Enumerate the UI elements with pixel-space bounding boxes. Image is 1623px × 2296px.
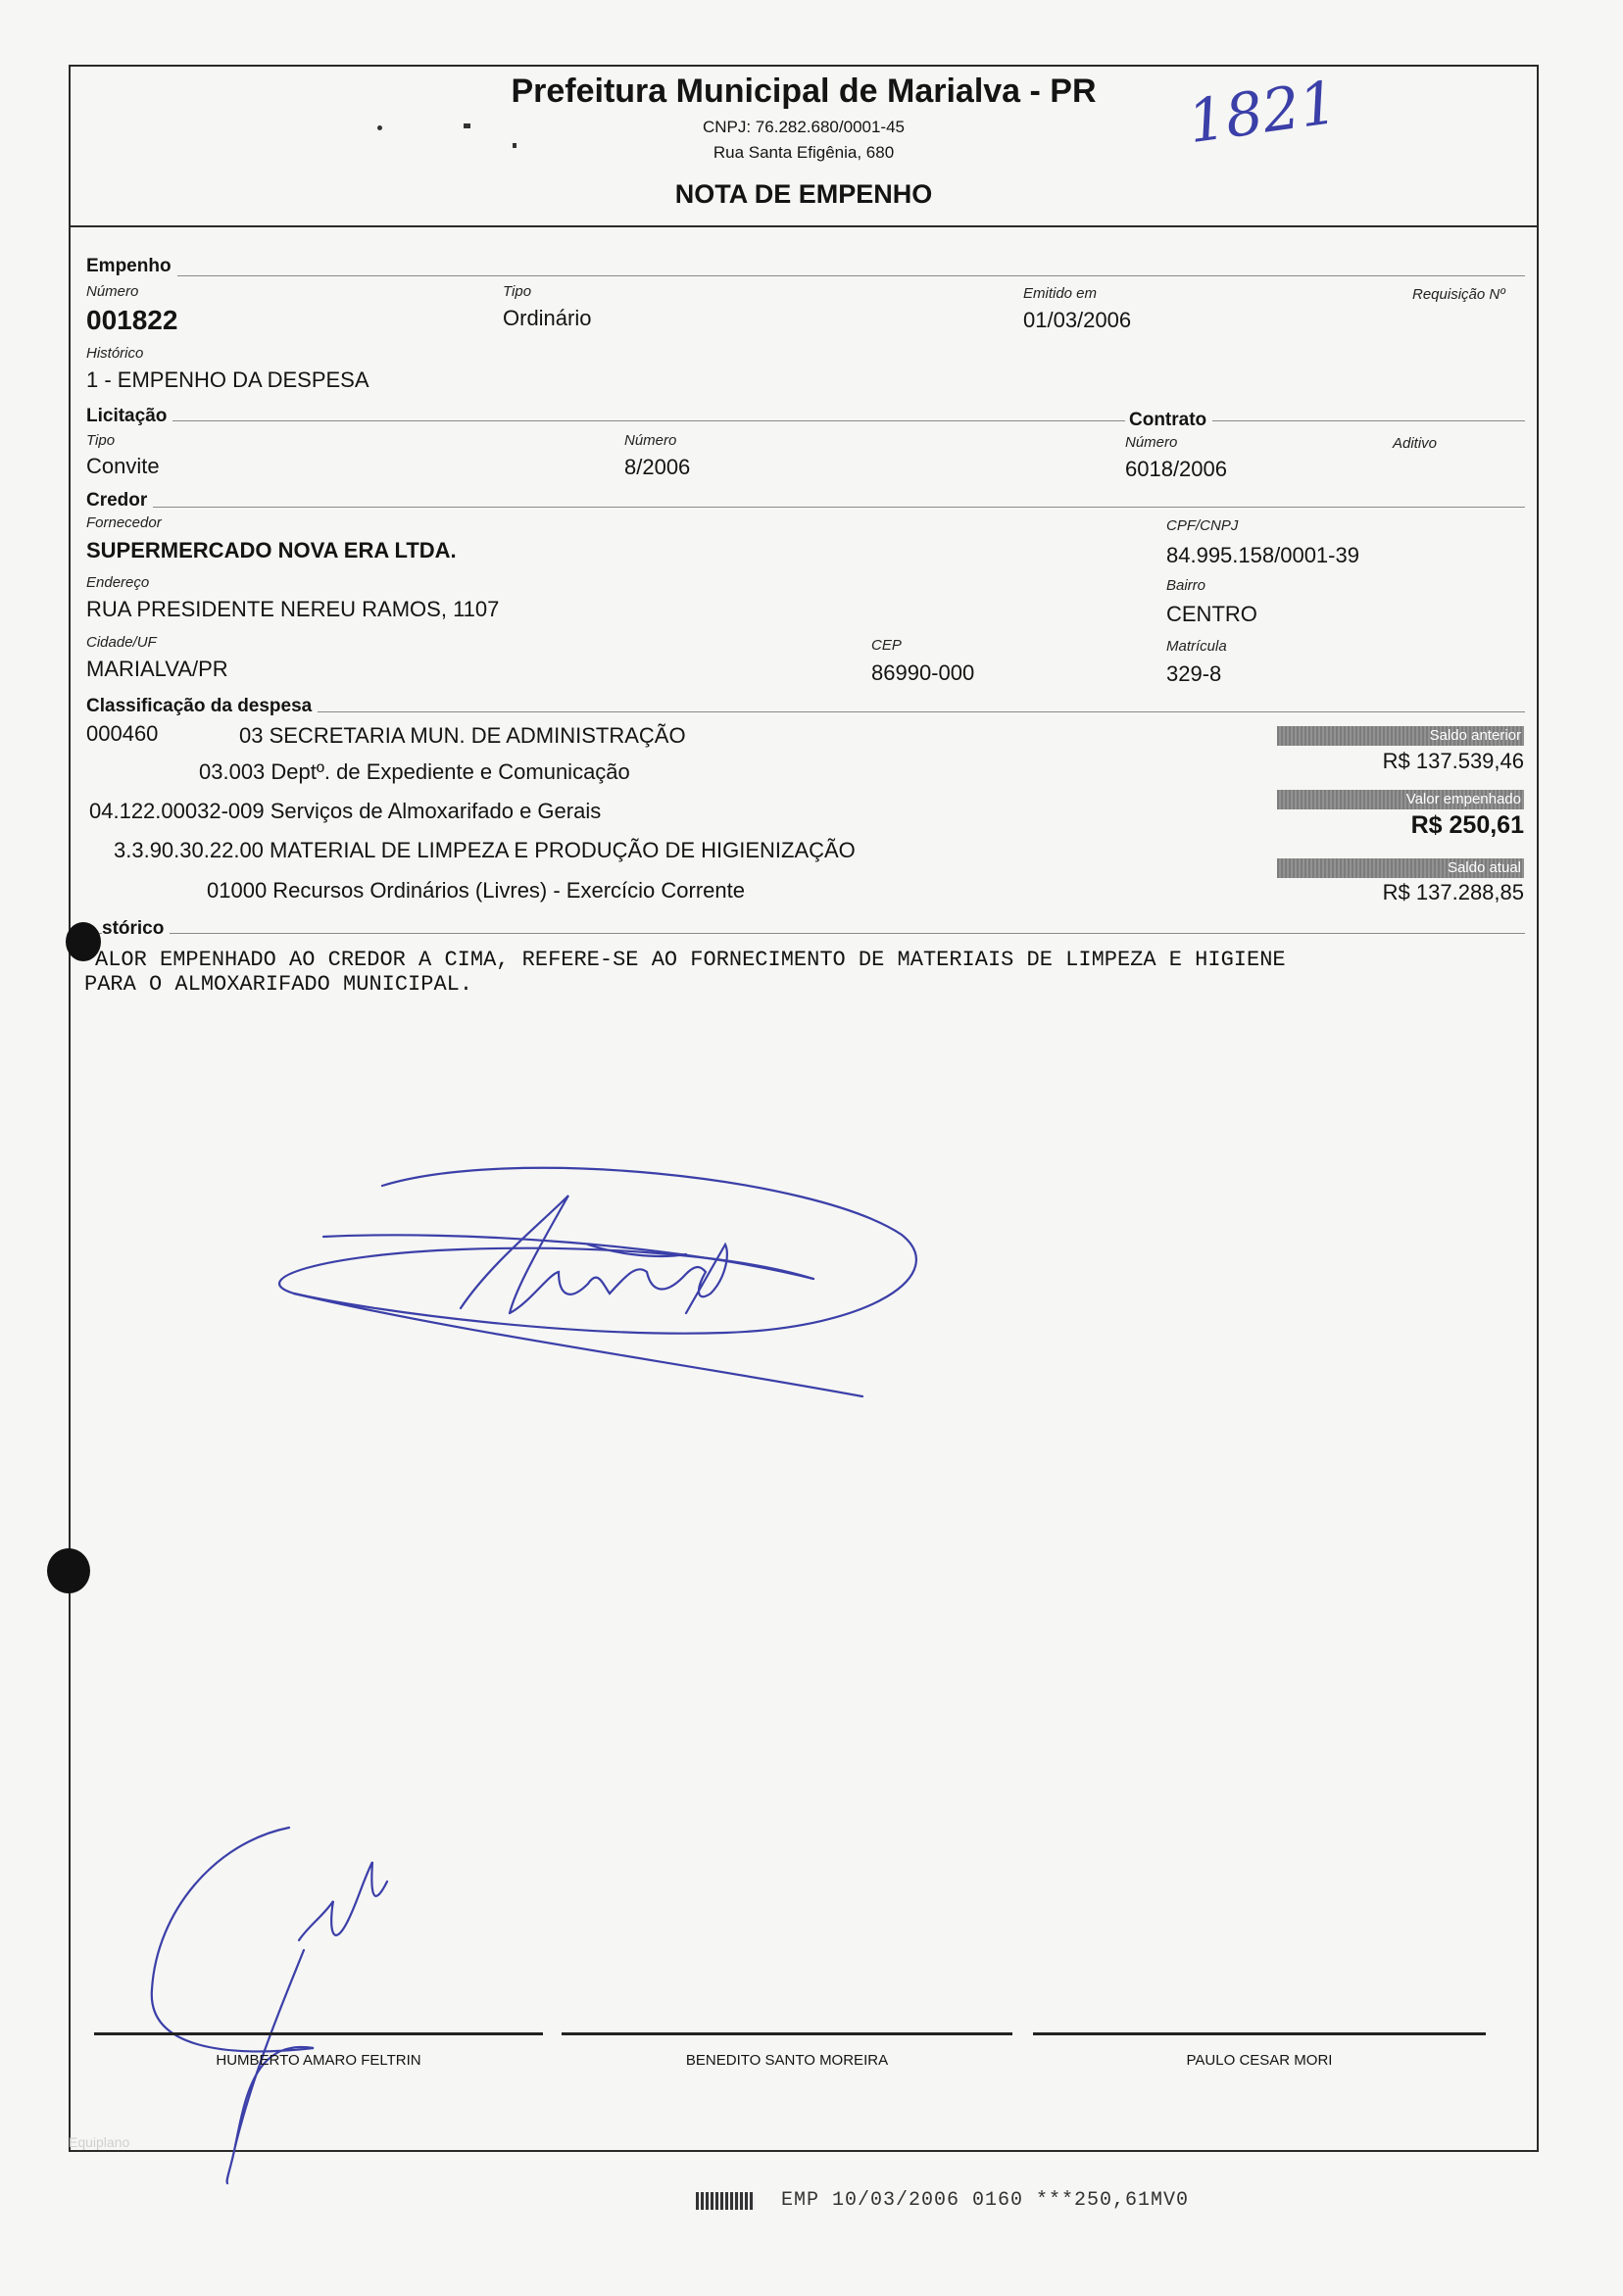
header-divider [69,225,1539,227]
classificacao-secretaria: 03 SECRETARIA MUN. DE ADMINISTRAÇÃO [239,723,686,748]
fornecedor-label: Fornecedor [86,514,162,531]
classificacao-recurso: 01000 Recursos Ordinários (Livres) - Exercício Corrente [207,878,745,903]
empenho-rule [86,275,1525,276]
historico2-line1: ALOR EMPENHADO AO CREDOR A CIMA, REFERE-SE AO FORNECIMENTO DE MATERIAIS DE LIMPEZA E HIGIENE [95,948,1286,972]
historico-label: Histórico [86,345,144,362]
signature-scribble [265,1156,931,1411]
empenho-tipo: Ordinário [503,306,592,330]
licitacao-numero-label: Número [624,432,677,449]
endereco-value: RUA PRESIDENTE NEREU RAMOS, 1107 [86,597,500,621]
contrato-numero: 6018/2006 [1125,457,1227,481]
contrato-numero-label: Número [1125,434,1178,451]
bank-authentication: EMP 10/03/2006 0160 ***250,61MV0 [781,2189,1190,2212]
section-contrato: Contrato [1125,410,1212,431]
saldo-anterior-value: R$ 137.539,46 [1382,749,1524,773]
cep-value: 86990-000 [871,660,975,685]
credor-rule [86,507,1525,508]
page-title: Prefeitura Municipal de Marialva - PR [511,73,1097,110]
signature-initials [137,1823,461,2185]
signature-name-3: PAULO CESAR MORI [1186,2052,1333,2069]
header-cnpj: CNPJ: 76.282.680/0001-45 [702,118,906,136]
section-empenho: Empenho [86,256,177,277]
cidade-label: Cidade/UF [86,634,157,651]
cep-label: CEP [871,637,902,654]
licitacao-rule [86,420,1525,421]
empenho-numero-label: Número [86,283,139,300]
section-classificacao: Classificação da despesa [86,696,318,717]
classificacao-code: 000460 [86,721,159,746]
header-address: Rua Santa Efigênia, 680 [713,143,895,162]
licitacao-tipo-label: Tipo [86,432,116,449]
section-credor: Credor [86,490,153,512]
historico2-line2: PARA O ALMOXARIFADO MUNICIPAL. [84,972,473,997]
bank-barcode-mark [696,2192,755,2210]
cpf-label: CPF/CNPJ [1166,517,1239,534]
empenho-numero: 001822 [86,305,178,335]
signature-line [94,2032,543,2035]
bairro-label: Bairro [1166,577,1206,594]
valor-empenhado-value: R$ 250,61 [1410,811,1524,839]
signature-line [562,2032,1012,2035]
endereco-label: Endereço [86,574,150,591]
cidade-value: MARIALVA/PR [86,657,228,681]
bairro-value: CENTRO [1166,602,1257,626]
signature-line [1033,2032,1486,2035]
emitido-date: 01/03/2006 [1023,308,1132,332]
classificacao-departamento: 03.003 Deptº. de Expediente e Comunicação [199,759,630,784]
valor-empenhado-label: Valor empenhado [1277,790,1524,809]
software-stamp: Equiplano [69,2134,130,2150]
punch-hole [47,1548,90,1593]
speck-mark [513,143,516,148]
licitacao-tipo: Convite [86,454,160,478]
matricula-label: Matrícula [1166,638,1227,655]
cpf-value: 84.995.158/0001-39 [1166,543,1359,567]
saldo-atual-value: R$ 137.288,85 [1382,880,1524,904]
speck-mark [377,125,382,130]
document-title: NOTA DE EMPENHO [674,179,933,209]
saldo-anterior-label: Saldo anterior [1277,726,1524,746]
emitido-label: Emitido em [1023,285,1098,302]
matricula-value: 329-8 [1166,661,1222,686]
classificacao-funcional: 04.122.00032-009 Serviços de Almoxarifado e Gerais [89,799,602,823]
requisicao-label: Requisição Nº [1412,286,1505,303]
historico2-rule [86,933,1525,934]
licitacao-numero: 8/2006 [624,455,691,479]
fornecedor-value: SUPERMERCADO NOVA ERA LTDA. [86,538,457,562]
section-historico: stórico [102,918,170,940]
speck-mark [464,123,470,128]
signature-name-1: HUMBERTO AMARO FELTRIN [216,2052,421,2069]
classificacao-natureza: 3.3.90.30.22.00 MATERIAL DE LIMPEZA E PRODUÇÃO DE HIGIENIZAÇÃO [114,838,856,862]
saldo-atual-label: Saldo atual [1277,858,1524,878]
handwritten-number: 1821 [1183,68,1342,158]
aditivo-label: Aditivo [1393,435,1438,452]
empenho-tipo-label: Tipo [503,283,532,300]
signature-name-2: BENEDITO SANTO MOREIRA [685,2052,889,2069]
section-licitacao: Licitação [86,406,172,427]
historico-value: 1 - EMPENHO DA DESPESA [86,367,369,392]
